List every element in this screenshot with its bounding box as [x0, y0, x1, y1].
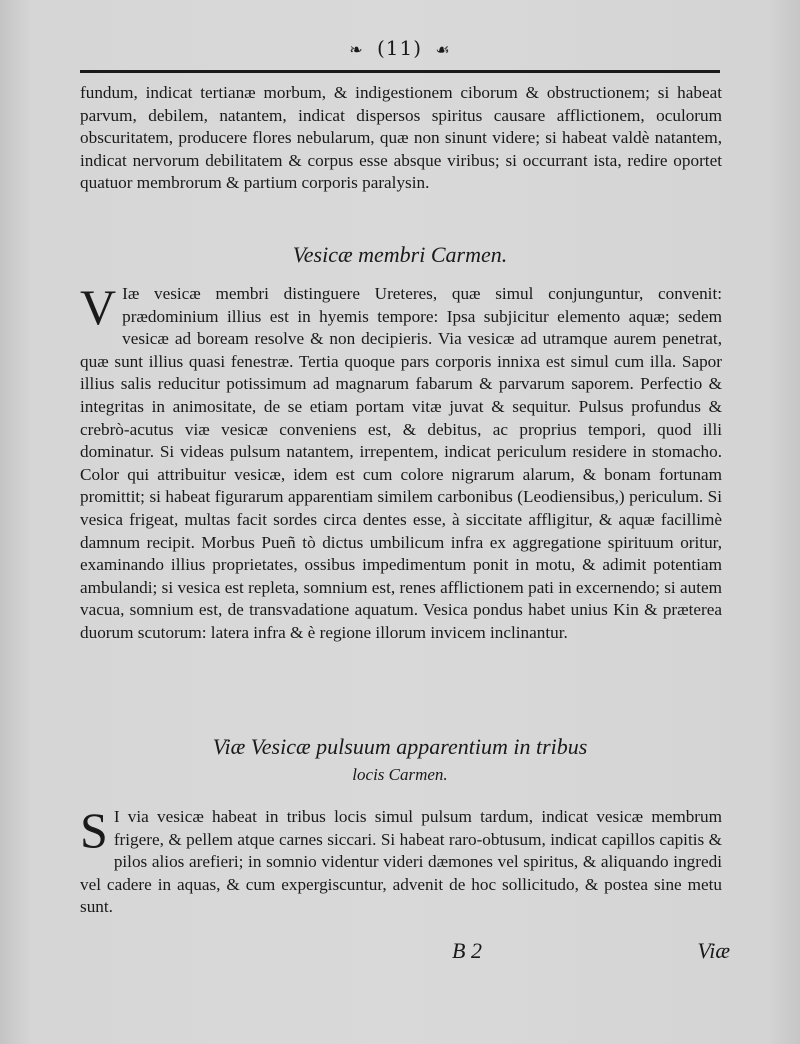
section-heading-vesicae: Vesicæ membri Carmen.	[292, 242, 508, 267]
ornament-right-icon: ☙	[435, 40, 451, 59]
paragraph-pulsuum	[80, 802, 722, 919]
paragraph-text: fundum, indicat tertianæ morbum, & indigestionem ciborum & obstructionem; si habeat parvum, debilem, natantem, indicat dispersos spiritus causare afflictionem, oculorum obscuritatem, producere flores nebularum, quæ non sinunt videre; si habeat valdè natantem, indicat nervorum debilitatem & corpus esse absque viribus; si occurrant ista, redire oportet quatuor membrorum & partium corporis paralysin.	[80, 83, 722, 193]
catchword: Viæ	[697, 938, 730, 963]
signature-mark: B 2	[452, 938, 482, 963]
paragraph-vesicae	[80, 279, 722, 645]
paragraph-continued	[80, 82, 722, 195]
drop-cap: S	[80, 802, 108, 858]
ornament-left-icon: ❧	[349, 40, 364, 59]
section-heading-pulsuum	[80, 733, 720, 789]
running-header	[80, 36, 720, 66]
heading-subline: locis Carmen.	[352, 765, 448, 784]
page-footer	[80, 938, 730, 968]
paragraph-text: Iæ vesicæ membri distinguere Ureteres, quæ simul conjunguntur, convenit: prædominium illius est in hyemis tempore: Ipsa subjicitur elemento aquæ; sedem vesicæ ad boream resolve & non decipieris. Via vesicæ ad utramque aurem penetrat, quæ sunt illius quasi fenestræ. Tertia quoque pars corporis innixa est simul cum illa. Sapor illius salis reducitur potissimum ad magnarum fabarum & parvarum saporem. Perfectio & integritas in animositate, de se etiam portam vitæ juvat & sequitur. Pulsus profundus & crebrò-acutus viæ vesicæ conveniens est, & debitus, ac proprius tempori, quod illi dominatur. Si videas pulsum natantem, irrepentem, indicat periculum residere in stomacho. Color qui attribuitur vesicæ, idem est cum colore nigrarum alarum, & bonam fortunam promittit; si habeat figurarum apparentiam similem carbonibus (Leodiensibus,) periculum. Si vesica frigeat, multas facit sordes circa dentes esse, à siccitate affligitur, & aquæ facillimè damnum recipit. Morbus Pueñ tò dictus umbilicum infra ex aggregatione spirituum oritur, examinando illius proprietates, ossibus impedimentum ponit in motu, & adimit potentiam ambulandi; si vesica est repleta, somnium est, renes afflictionem pati in excernendo; si autem vacua, somnium est, de transvadatione aquatum. Vesica pondus habet unius Kin & præterea duorum scutorum: latera infra & è regione illorum invicem inclinantur.	[80, 284, 722, 642]
paragraph-text: I via vesicæ habeat in tribus locis simul pulsum tardum, indicat vesicæ membrum frigere, & pellem atque carnes siccari. Si habeat raro-obtusum, indicat capillos capitis & pilos alios arefieri; in somnio videntur videri dæmones vel spiritus, & aliquando ingredi vel cadere in aquas, & cum expergiscuntur, advenit de hoc sollicitudo, & postea sine metu sunt.	[80, 807, 722, 917]
header-rule	[80, 70, 720, 73]
page-number: (11)	[377, 36, 423, 60]
drop-cap: V	[80, 279, 117, 335]
heading-line: Viæ Vesicæ pulsuum apparentium in tribus	[212, 734, 588, 759]
